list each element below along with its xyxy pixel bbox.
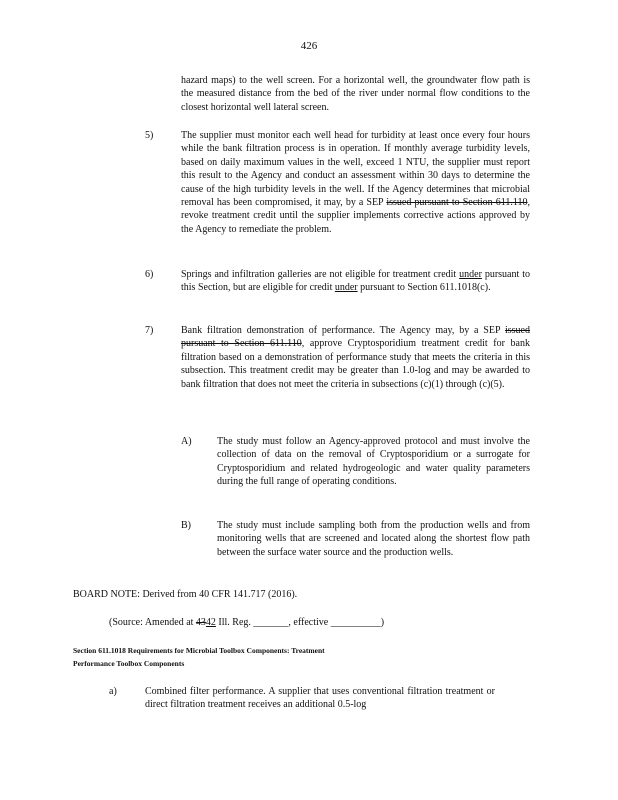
item-6-text-b: pursuant to this Section, but are eligible for credit (181, 269, 530, 294)
item-5-text-b: , revoke treatment credit until the supplier implements corrective actions approved by the Agency to remediate the problem. (181, 197, 530, 235)
item-6-number: 6) (145, 269, 154, 280)
item-6-text-a: Springs and infiltration galleries are not eligible for treatment credit (181, 269, 460, 280)
item-7-text-b: , approve Cryptosporidium treatment credit for bank filtration based on a demonstration of performance study that meets the criteria in this subsection. This treatment credit may be greater than 1.0-log and may be awarded to bank filtration that does not meet the criteria in subsections (c)(1) through (c)(5). (181, 338, 530, 390)
source-text-a: (Source: Amended at (109, 617, 196, 628)
source-text-b: Ill. Reg. _______, effective __________) (215, 617, 385, 628)
item-a-number: a) (109, 686, 117, 697)
intro-paragraph: hazard maps) to the well screen. For a horizontal well, the groundwater flow path is the measured distance from the bed of the river under normal flow conditions to the closest horizontal well lateral screen. (181, 75, 530, 113)
item-6-inserted-text-2: under (334, 282, 358, 294)
item-7-text-a: Bank filtration demonstration of performance. The Agency may, by a SEP (181, 325, 505, 336)
item-6-text-c: pursuant to Section 611.1018(c). (357, 282, 491, 294)
item-a-paragraph: Combined filter performance. A supplier that uses conventional filtration treatment or direct filtration treatment receives an additional 0.5-log (145, 686, 495, 711)
section-heading-line-1: Section 611.1018 Requirements for Microbial Toolbox Components: Treatment (73, 646, 325, 655)
item-5-number: 5) (145, 130, 154, 141)
item-7-deleted-text: issued pursuant to Section 611.110 (181, 325, 530, 350)
item-B-number: B) (181, 520, 191, 531)
item-A-number: A) (181, 436, 192, 447)
item-5-text-a: The supplier must monitor each well head for turbidity at least once every four hours while the bank filtration process is in operation. If monthly average turbidity levels, based on daily maximum values in the well, exceed 1 NTU, the supplier must report this result to the Agency and conduct an assessment within 30 days to determine the cause of the high turbidity levels in the well. If the Agency determines that microbial removal has been compromised, it may, by a SEP (181, 130, 530, 209)
section-heading-line-2: Performance Toolbox Components (73, 659, 185, 668)
item-A-paragraph: The study must follow an Agency-approved protocol and must involve the collection of data on the removal of Cryptosporidium or a surrogate for Cryptosporidium and related hydrogeologic and water quality parameters during the full range of operating conditions. (217, 436, 530, 488)
source-note (109, 616, 529, 629)
item-B-paragraph: The study must include sampling both from the production wells and from monitoring wells that are screened and located along the shortest flow path between the surface water source and the production wells. (217, 520, 530, 558)
item-7-number: 7) (145, 325, 154, 336)
source-inserted-year: 42 (205, 617, 216, 628)
item-6-paragraph (181, 268, 530, 295)
item-5-deleted-text: issued pursuant to Section 611.110 (386, 197, 528, 209)
item-5-paragraph (181, 129, 530, 236)
item-6-inserted-text-1: under (459, 269, 482, 280)
source-deleted-year: 43 (195, 617, 206, 628)
item-7-paragraph (181, 324, 530, 391)
page-number: 426 (300, 40, 318, 52)
board-note: BOARD NOTE: Derived from 40 CFR 141.717 (2016). (73, 589, 298, 600)
